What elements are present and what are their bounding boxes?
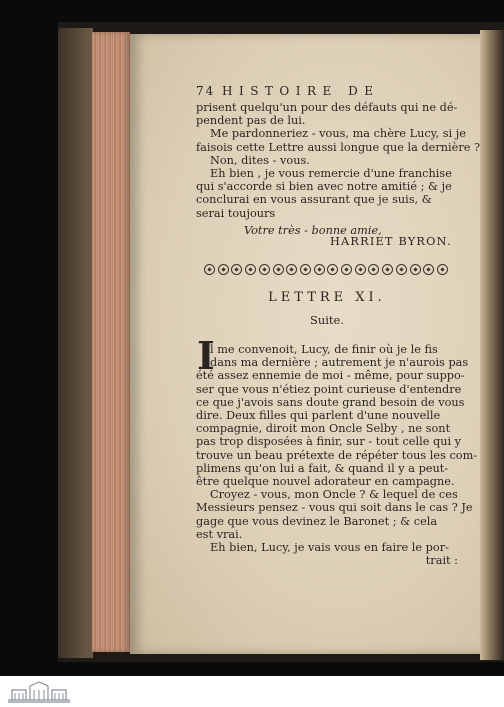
signature-name: HARRIET BYRON. (330, 235, 452, 248)
text-line: pendent pas de lui. (196, 114, 306, 128)
text-line: Eh bien, Lucy, je vais vous en faire le por- (210, 541, 449, 555)
text-line: faisois cette Lettre aussi longue que la dernière ? (196, 140, 481, 154)
text-line: trait : (425, 554, 458, 568)
text-line: Croyez - vous, mon Oncle ? & lequel de ces (210, 488, 458, 502)
text-line: compagnie, diroit mon Oncle Selby , ne sont (196, 422, 451, 436)
text-line: qui s'accorde si bien avec notre amitié ; & je (196, 180, 452, 194)
text-line: pas trop disposées à finir, sur - tout celle qui y (196, 435, 462, 449)
book-gutter (480, 30, 504, 660)
text-line: ce que j'avois sans doute grand besoin de vous (196, 395, 465, 409)
text-line: trouve un beau prétexte de répéter tous les com- (196, 448, 478, 462)
top-text-block (196, 101, 481, 220)
text-line: plimens qu'on lui a fait, & quand il y a peut- (196, 461, 449, 475)
text-line: serai toujours (196, 206, 276, 220)
text-line: Non, dites - vous. (210, 153, 310, 167)
page-number: 74 (196, 84, 216, 98)
viewer-footer-bar (0, 676, 504, 707)
text-line: ser que vous n'étiez point curieuse d'entendre (196, 382, 462, 396)
text-line: prisent quelqu'un pour des défauts qui ne dé- (196, 101, 458, 114)
letter-title: LETTRE XI. (268, 290, 386, 305)
signature-closing: Votre très - bonne amie, (244, 224, 382, 237)
text-line: dire. Deux filles qui parlent d'une nouvelle (196, 409, 441, 423)
text-line: été assez ennemie de moi - même, pour suppo- (196, 369, 465, 383)
text-line: conclurai en vous assurant que je suis, & (196, 193, 432, 207)
text-line: l me convenoit, Lucy, de finir où je le fis (210, 343, 438, 356)
text-line: est vrai. (196, 527, 243, 541)
text-line: Me pardonneriez - vous, ma chère Lucy, si je (210, 127, 466, 141)
page-edges (92, 32, 130, 652)
running-title: HISTOIRE DE (222, 84, 380, 98)
drop-cap: I (197, 333, 215, 378)
text-line: Messieurs pensez - vous qui soit dans le cas ? Je (196, 501, 473, 515)
text-line: Eh bien , je vous remercie d'une franchise (210, 167, 452, 181)
text-line: dans ma dernière ; autrement je n'aurois pas (210, 356, 469, 370)
text-line: gage que vous devinez le Baronet ; & cela (196, 514, 438, 528)
text-line: être quelque nouvel adorateur en campagne. (196, 475, 455, 489)
book-cover-edge (58, 28, 93, 658)
letter-subtitle: Suite. (309, 313, 345, 327)
decorative-ornament (204, 263, 448, 275)
letter-text-block (196, 343, 478, 568)
library-building-logo-icon (6, 680, 72, 704)
